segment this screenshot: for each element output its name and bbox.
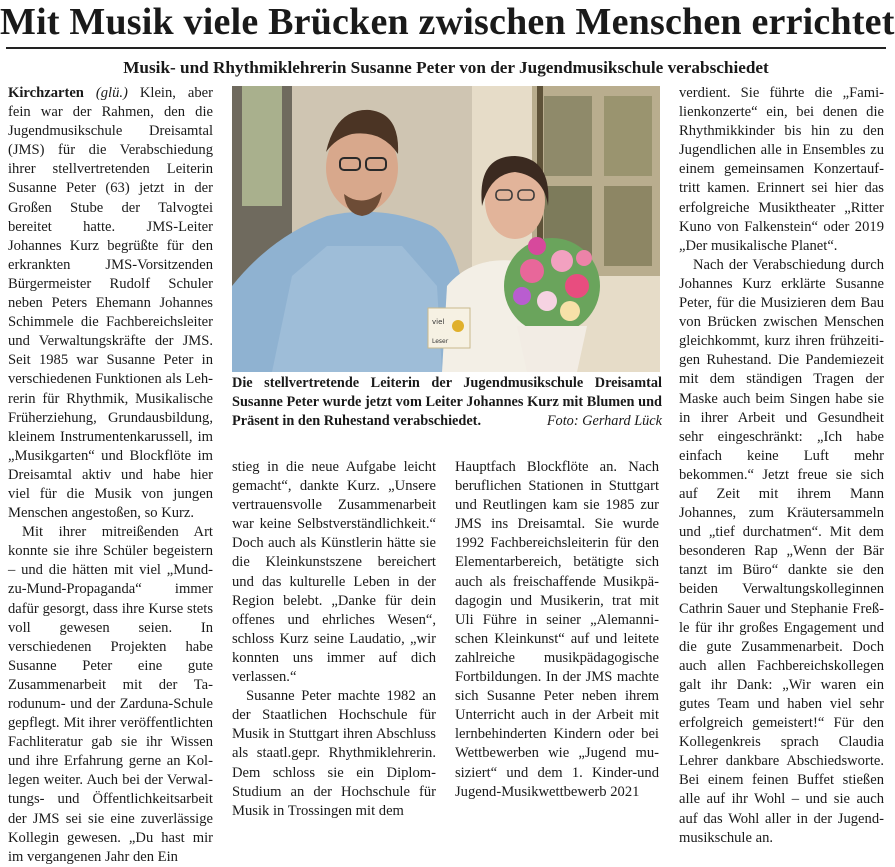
headline: Mit Musik viele Brücken zwischen Menschen errichtet xyxy=(0,1,895,43)
headline-rule xyxy=(6,47,886,49)
dateline: Kirchzarten xyxy=(8,85,84,101)
article-column-4 xyxy=(679,84,884,846)
paragraph: Nach der Verabschiedung durch Johannes Kurz erklärte Susanne Peter, für die Musizieren dem Bau von Brücken zwischen Menschen gleichkommt, kurz ihren frühzeitigen Ruhestand. Die Pandemiezeit mit dem ständigen Tragen der Maske auch beim Singen habe sie in ihrer Arbeit und Gesundheit sehr eingeschränkt: „Ich habe einfach keine Luft mehr bekommen.“ Jetzt freue sie sich auf Zeit mit ihrem Mann Johannes, zum Kräutersammeln und „tief durchatmen“. Mit dem besonderen Rap „Wenn der Bär tanzt im Büro“ dankte sie den beiden Verwaltungskolleginnen Cathrin Sauer und Stephanie Freßle für ihr großes Engagement und die gute Zusammenarbeit. Doch auch allen Fachbereichskollegen galt ihr Dank: „Wir waren ein gutes Team und haben viel sehr erfolgreich gemeistert!“ Für den Kollegenkreis sprach Claudia Lehrer dankbare Abschiedsworte. Bei einem feinen Buffet stießen alle auf ihr Wohl – und sie auch auf das Wohl aller in der Jugendmusikschule an. xyxy=(679,256,884,846)
paragraph: stieg in die neue Aufgabe leicht gemacht“, dankte Kurz. „Unsere vertrauensvolle Zusammenarbeit war keine Selbstverständlichkeit.“ Doch auch als Künstlerin hätte sie die Kleinkunstszene bereichert und das kulturelle Leben in der Region belebt. „Danke für dein offenes und ehrliches Wesen“, schloss Kurz seine Laudatio, „wir konnten uns immer auf dich verlassen.“ xyxy=(232,459,436,686)
paragraph: Mit ihrer mitreißenden Art konnte sie ihre Schüler begeistern – und die hätten mit viel „Mund-zu-Mund-Propaganda“ immer dafür gesorgt, dass ihre Kurse stets voll gewesen seien. In verschiedenen Projekten habe Susanne Peter eine gute Zusammenarbeit mit der Tarodunum- und der Zarduna-Schule gepflegt. Mit ihrer veröffentlichten Fachliteratur gab sie ihr Wissen und ihre Erfahrung gerne an Kollegen weiter. Auch bei der Verwaltungs- und Öffentlichkeitsarbeit der JMS sei sie eine zuverlässige Kollegin gewesen. „Du hast mir im vergangenen Jahr den Ein xyxy=(8,524,213,865)
subheadline: Musik- und Rhythmiklehrerin Susanne Peter von der Jugendmusikschule verabschiedet xyxy=(123,58,769,77)
author-tag: (glü.) xyxy=(95,85,128,101)
article-column-2 xyxy=(232,458,436,819)
article-photo xyxy=(232,86,660,372)
paragraph-text: Klein, aber fein war der Rahmen, den die Jugendmusikschule Dreisamtal (JMS) für die Verabschiedung ihrer stellvertretenden Leiterin Susanne Peter (63) jetzt in der Großen Stube der Talvogtei bereitet hatte. JMS-Leiter Johannes Kurz begrüßte für den erkrankten JMS-Vorsitzenden Bürgermeister Rudolf Schuler neben Peters Ehemann Johannes Schimmele die Fachbereichsleiter und Verwaltungskräfte der JMS. Seit 1985 war Susanne Peter in verschiedenen Funktionen als Lehrerin für Rhythmik, Musikalische Früherziehung, Grundausbildung, kleinem Instrumentenkarussell, im „Musikgarten“ und Blockflöte im Dreisamtal aktiv und habe hier viel für die Musik von jungen Menschen angestoßen, so Kurz. xyxy=(8,85,213,522)
svg-text:Leser: Leser xyxy=(432,338,449,345)
paragraph: verdient. Sie führte die „Familienkonzerte“ ein, bei denen die Rhythmikkinder bis hin zu den Jugendlichen alle in Ensembles zu einem gemeinsamen Konzertauftritt kamen. Erinnert sei hier das erfolgreiche Musiktheater „Ritter Kuno von Falkenstein“ oder 2019 „Der musikalische Planet“. xyxy=(679,85,884,254)
paragraph: Hauptfach Blockflöte an. Nach beruflichen Stationen in Stuttgart und Reutlingen kam sie 1985 zur JMS ins Dreisamtal. Sie wurde 1992 Fachbereichsleiterin für den Elementarbereich, betätigte sich auch als freischaffende Musikpädagogin und Musikerin, trat mit Uli Führe in seiner „Alemannischen Kleinkunst“ auf und leitete zahlreiche musikpädagogische Fortbildungen. In der JMS machte sich Susanne Peter neben ihrem Unterricht auch in der Arbeit mit lernbehinderten Kindern oder bei Wettbewerben wie „Jugend musiziert“ und dem 1. Kinder-und Jugend-Musikwettbewerb 2021 xyxy=(455,459,659,800)
paragraph: Susanne Peter machte 1982 an der Staatlichen Hochschule für Musik in Stuttgart ihren Abschluss als staatl.gepr. Rhythmiklehrerin. Dem schloss sie ein Diplom-Studium an der Hochschule für Musik in Trossingen mit dem xyxy=(232,688,436,819)
photo-credit: Foto: Gerhard Lück xyxy=(546,413,662,430)
svg-text:viel: viel xyxy=(432,318,445,326)
article-column-3 xyxy=(455,458,659,800)
caption-text: Die stellvertretende Leiterin der Jugendmusikschule Dreisamtal Susanne Peter wurde jetzt vom Leiter Johannes Kurz mit Blumen und Präsent in den Ruhestand verabschiedet. xyxy=(232,375,662,430)
article-column-1 xyxy=(8,84,213,865)
photo-caption xyxy=(232,374,662,432)
paragraph xyxy=(8,84,213,523)
